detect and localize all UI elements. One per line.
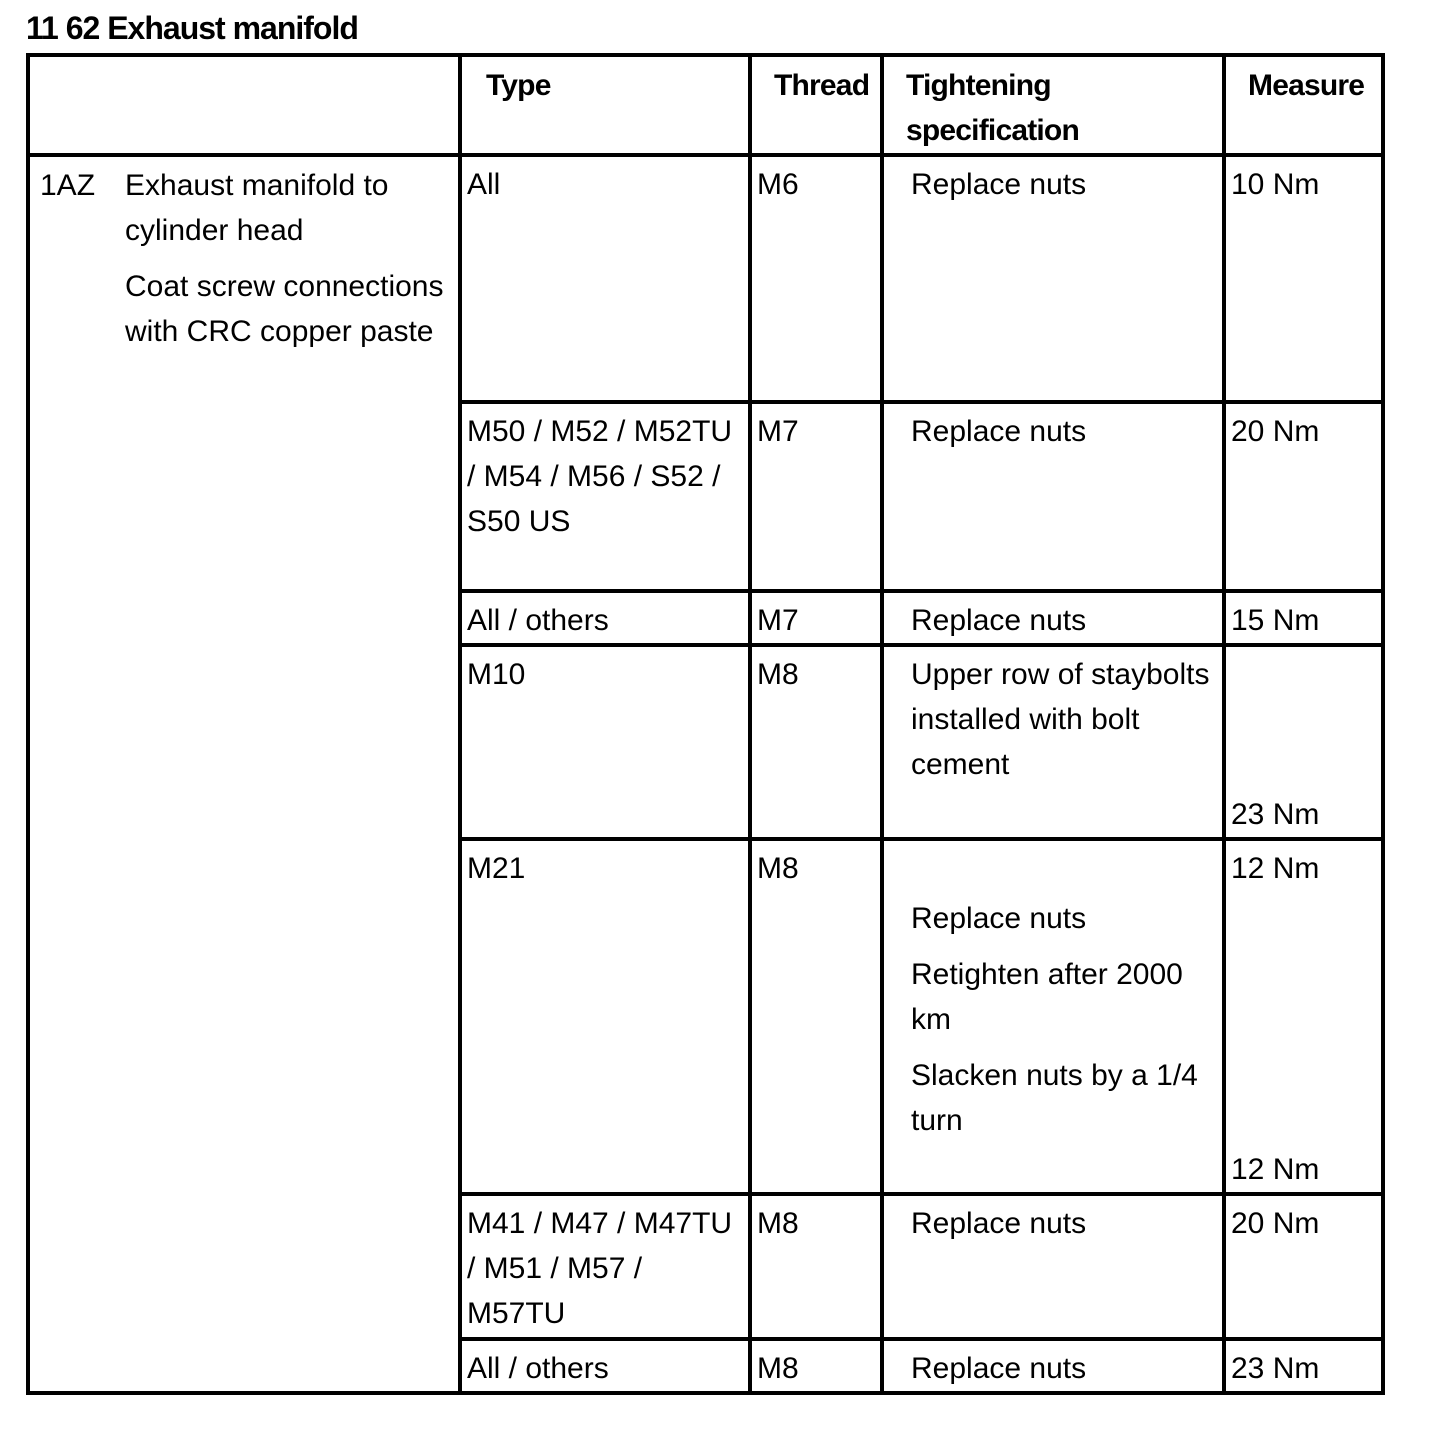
cell-thread: M8 bbox=[750, 645, 882, 839]
cell-thread: M7 bbox=[750, 402, 882, 591]
measure-value: 12 Nm bbox=[1231, 852, 1320, 885]
cell-thread: M8 bbox=[750, 839, 882, 1194]
measure-value: 12 Nm bbox=[1231, 1153, 1320, 1186]
cell-type: M50 / M52 / M52TU / M54 / M56 / S52 / S50 US bbox=[460, 402, 750, 591]
header-row bbox=[28, 55, 1383, 155]
item-code: 1AZ bbox=[40, 169, 96, 202]
header-thread: Thread bbox=[750, 55, 882, 155]
cell-type: All / others bbox=[460, 1339, 750, 1393]
header-tightening-specification bbox=[882, 55, 1224, 155]
cell-measure: 20 Nm bbox=[1224, 402, 1383, 591]
cell-measure: 20 Nm bbox=[1224, 1194, 1383, 1339]
cell-spec: Replace nuts bbox=[882, 1194, 1224, 1339]
cell-type: All / others bbox=[460, 591, 750, 645]
cell-spec: Replace nuts bbox=[882, 402, 1224, 591]
cell-spec: Replace nuts bbox=[882, 591, 1224, 645]
cell-type: M41 / M47 / M47TU / M51 / M57 / M57TU bbox=[460, 1194, 750, 1339]
spec-line: Slacken nuts by a 1/4 turn bbox=[911, 1059, 1198, 1137]
cell-type: All bbox=[460, 155, 750, 402]
cell-measure: 10 Nm bbox=[1224, 155, 1383, 402]
cell-type: M21 bbox=[460, 839, 750, 1194]
header-measure: Measure bbox=[1224, 55, 1383, 155]
cell-measure: 15 Nm bbox=[1224, 591, 1383, 645]
cell-spec: Replace nuts bbox=[882, 155, 1224, 402]
header-type: Type bbox=[460, 55, 750, 155]
cell-thread: M8 bbox=[750, 1194, 882, 1339]
torque-spec-table bbox=[26, 53, 1385, 1395]
page-title: 11 62 Exhaust manifold bbox=[26, 10, 358, 46]
cell-measure: 23 Nm bbox=[1224, 1339, 1383, 1393]
cell-thread: M7 bbox=[750, 591, 882, 645]
spec-line: Retighten after 2000 km bbox=[911, 958, 1183, 1036]
table-row bbox=[28, 155, 1383, 402]
cell-spec bbox=[882, 839, 1224, 1194]
item-note: Coat screw connections with CRC copper paste bbox=[125, 270, 444, 348]
cell-spec: Upper row of staybolts installed with bolt cement bbox=[882, 645, 1224, 839]
header-blank bbox=[28, 55, 460, 155]
cell-thread: M6 bbox=[750, 155, 882, 402]
header-spec-line1: Tightening bbox=[906, 69, 1051, 102]
cell-measure bbox=[1224, 839, 1383, 1194]
cell-type: M10 bbox=[460, 645, 750, 839]
header-spec-line2: specification bbox=[906, 114, 1079, 147]
measure-value: 23 Nm bbox=[1231, 798, 1320, 831]
cell-thread: M8 bbox=[750, 1339, 882, 1393]
spec-line: Replace nuts bbox=[911, 902, 1087, 935]
cell-spec: Replace nuts bbox=[882, 1339, 1224, 1393]
cell-measure bbox=[1224, 645, 1383, 839]
item-cell bbox=[28, 155, 460, 1393]
item-description: Exhaust manifold to cylinder head bbox=[125, 169, 389, 247]
